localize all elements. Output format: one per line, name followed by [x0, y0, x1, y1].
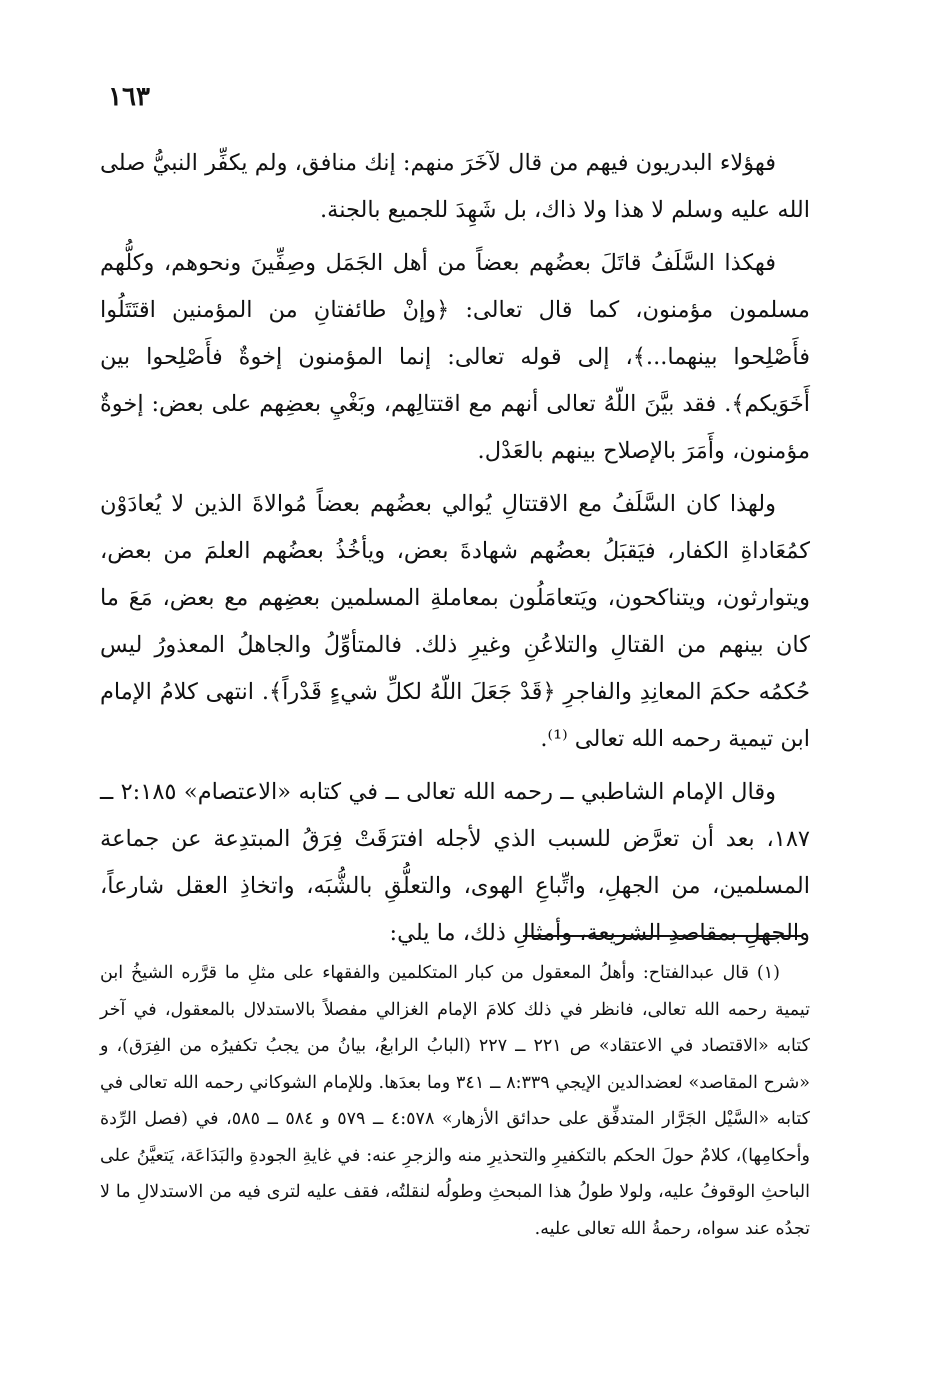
paragraph-1: فهؤلاء البدريون فيهم من قال لآخَرَ منهم: إنك منافق، ولم يكفِّر النبيُّ صلى الله عليه وسلم لا هذا ولا ذاك، بل شَهِدَ للجميع بالجنة.	[100, 150, 810, 223]
main-text	[100, 140, 810, 957]
paragraph-3: ولهذا كان السَّلَفُ مع الاقتتالِ يُوالي بعضُهم بعضاً مُوالاةَ الذين لا يُعادَوْن كمُعَاداةِ الكفار، فيَقبَلُ بعضُهم شهادةَ بعض، ويأخُذُ بعضُهم العلمَ من بعض، ويتوارثون، ويتناكحون، ويَتعامَلُون بمعاملةِ المسلمين بعضِهم مع بعض، مَعَ ما كان بينهم من القتالِ والتلاعُنِ وغيرِ ذلك. فالمتأوِّلُ والجاهلُ المعذورُ ليس حُكمُه حكمَ المعانِدِ والفاجرِ ﴿قَدْ جَعَلَ اللّهُ لكلِّ شيءٍ قَدْراً﴾. انتهى كلامُ الإمام ابن تيمية رحمه الله تعالى ⁽¹⁾.	[100, 491, 810, 752]
paragraph-4: وقال الإمام الشاطبي ــ رحمه الله تعالى ــ في كتابه «الاعتصام» ٢:١٨٥ ــ ١٨٧، بعد أن تعرَّض للسبب الذي لأجله افترَقَتْ فِرَقُ المبتدِعة عن جماعة المسلمين، من الجهلِ، واتِّباعِ الهوى، والتعلُّقِ بالشُّبَه، واتخاذِ العقل شارعاً، والجهلِ بمقاصدِ الشريعة، وأمثالِ ذلك، ما يلي:	[100, 779, 810, 946]
footnotes	[100, 955, 810, 1247]
footnote-1: (١) قال عبدالفتاح: وأهلُ المعقول من كبار المتكلمين والفقهاء على مثلِ ما قرَّره الشيخُ ابن تيمية رحمه الله تعالى، فانظر في ذلك كلامَ الإمام الغزالي مفصلاً بالاستدلال بالمعقول، في آخر كتابه «الاقتصاد في الاعتقاد» ص ٢٢١ ــ ٢٢٧ (البابُ الرابعُ، بيانُ من يجبُ تكفيرُه من الفِرَق)، و «شرح المقاصد» لعضدالدين الإيجي ٨:٣٣٩ ــ ٣٤١ وما بعدَها. وللإمام الشوكاني رحمه الله تعالى في كتابه «السَّيْل الجَرَّار المتدفِّق على حدائق الأزهار» ٤:٥٧٨ ــ ٥٧٩ و ٥٨٤ ــ ٥٨٥، في (فصل الرِّدة وأحكامِها)، كلامٌ حولَ الحكم بالتكفيرِ والتحذيرِ منه والزجرِ عنه: في غايةِ الجودةِ والبَدَاعَة، يَتعيَّنُ على الباحثِ الوقوفُ عليه، ولولا طولُ هذا المبحثِ وطولُه لنقلتُه، فقف عليه لترى فيه من الاستدلالِ ما لا تجدُه عند سواه، رحمةُ الله تعالى عليه.	[100, 963, 810, 1239]
page-number: ١٦٣	[108, 82, 150, 112]
footnote-divider	[523, 935, 803, 937]
paragraph-2: فهكذا السَّلَفُ قاتَلَ بعضُهم بعضاً من أهل الجَمَل وصِفِّينَ ونحوهم، وكلُّهم مسلمون مؤمنون، كما قال تعالى: ﴿وإنْ طائفتانِ من المؤمنين اقتَتَلُوا فأَصْلِحوا بينهما...﴾، إلى قوله تعالى: إنما المؤمنون إخوةٌ فأَصْلِحوا بين أَخَوَيكم﴾. فقد بيَّنَ اللّهُ تعالى أنهم مع اقتتالِهم، وبَغْيِ بعضِهم على بعض: إخوةٌ مؤمنون، وأَمَرَ بالإصلاح بينهم بالعَدْل.	[100, 250, 810, 464]
